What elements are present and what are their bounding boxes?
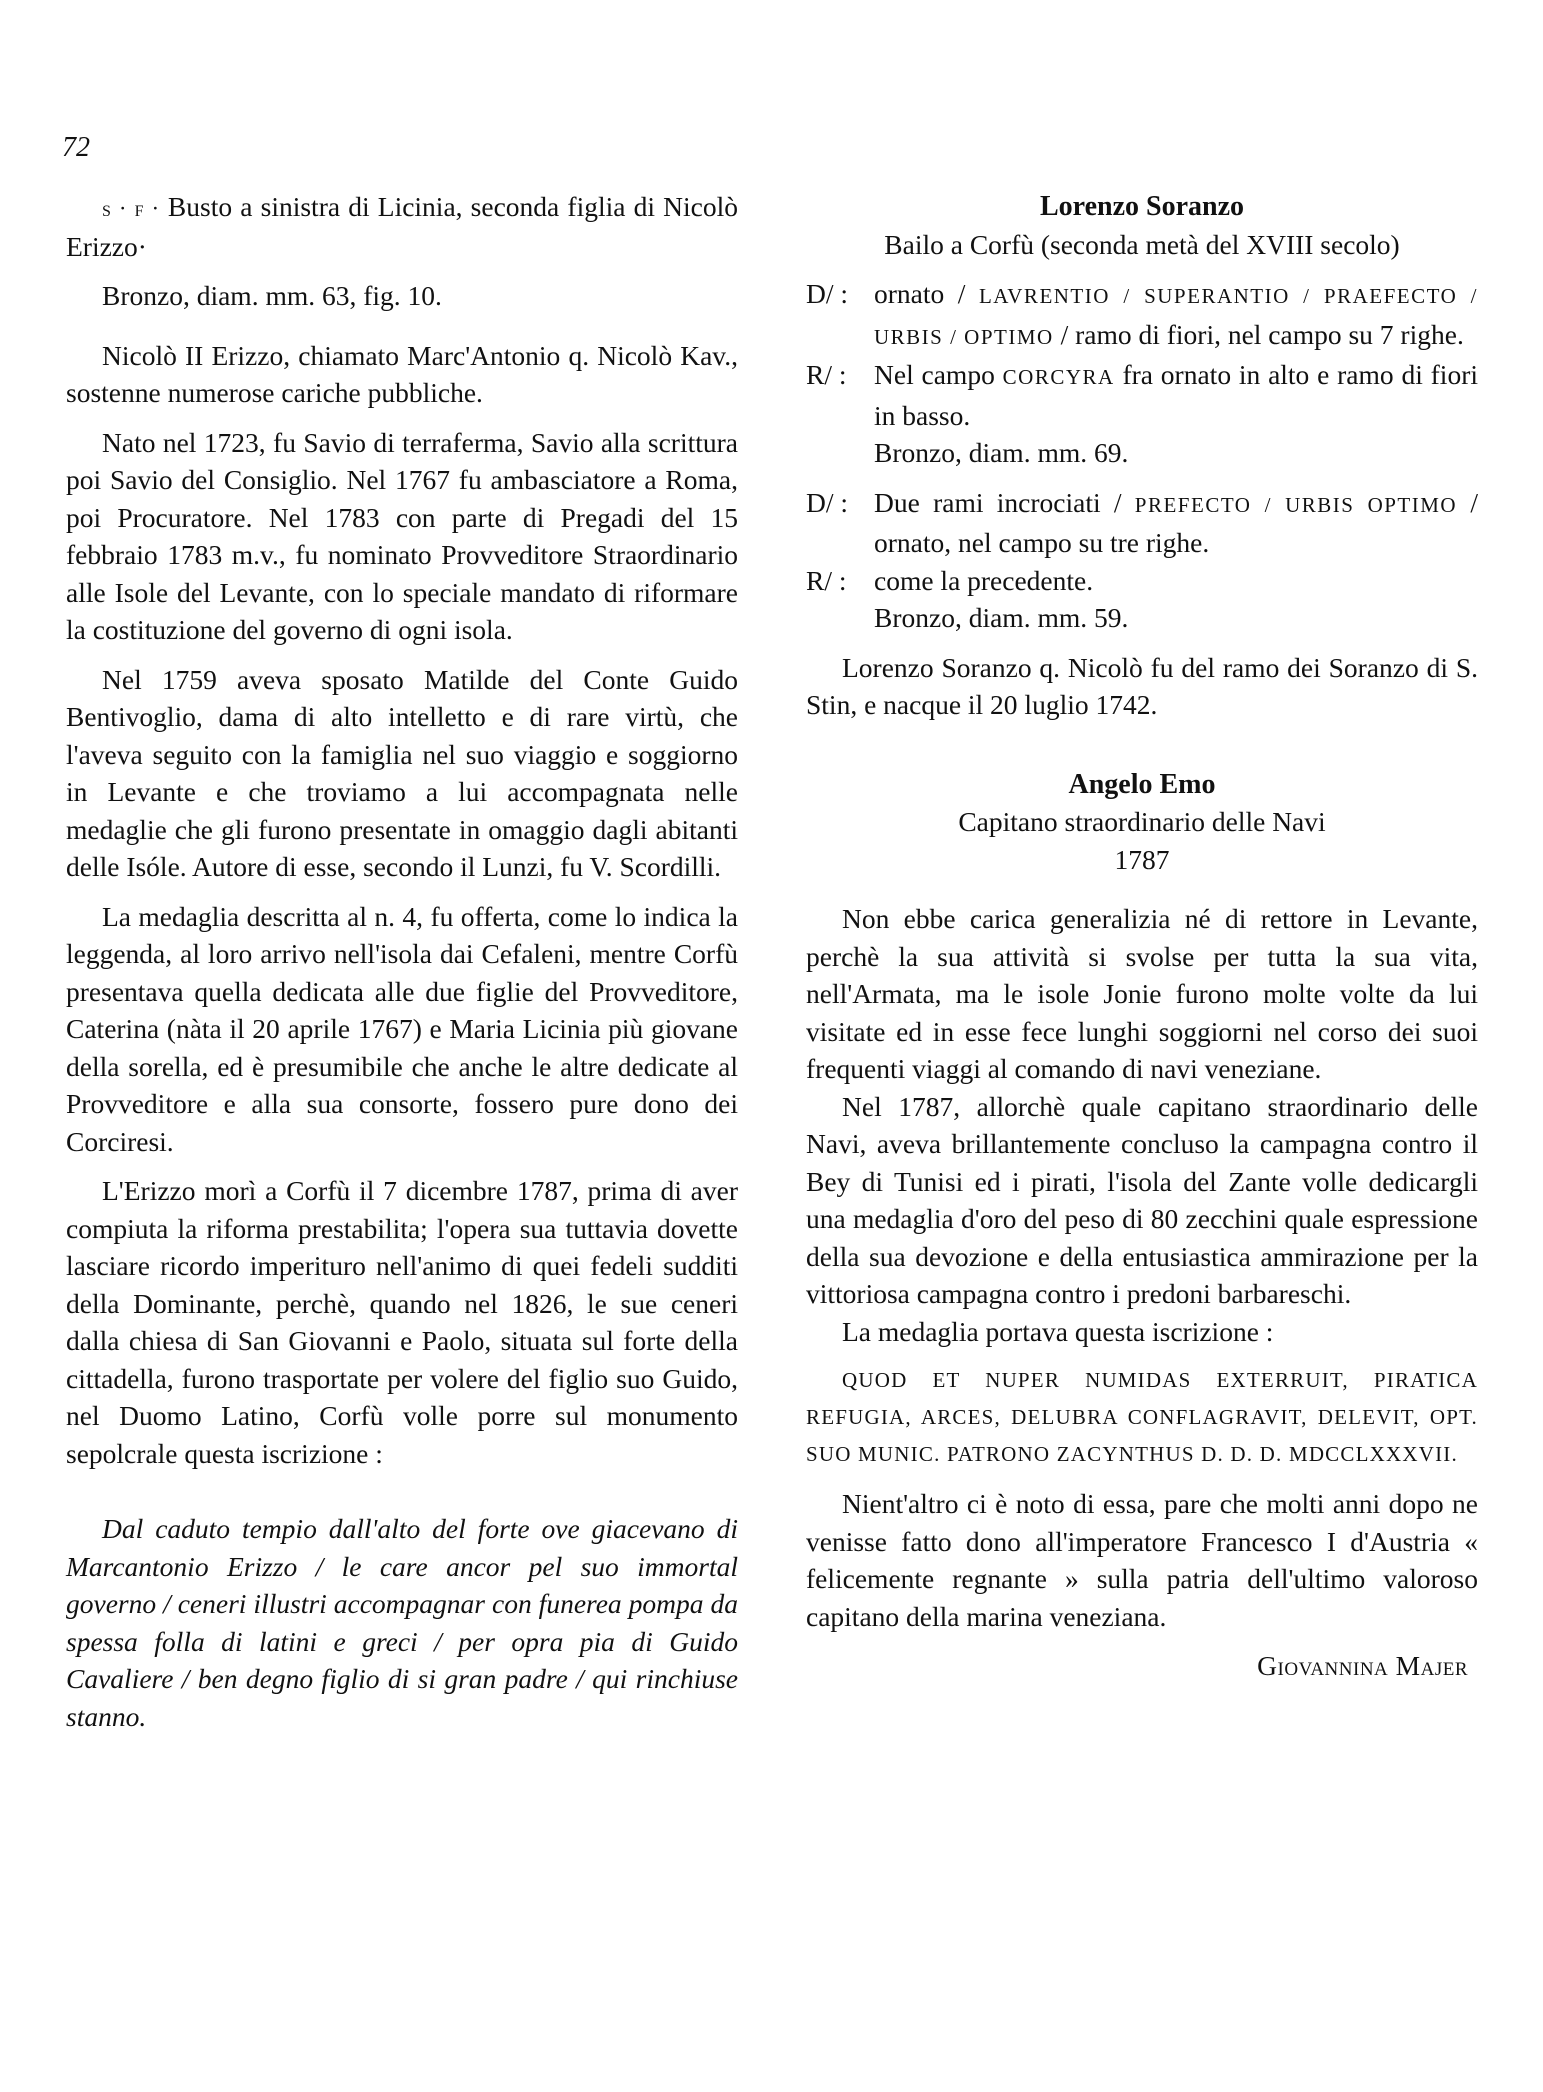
paragraph: Lorenzo Soranzo q. Nicolò fu del ramo dei Soranzo di S. Stin, e nacque il 20 luglio 1742. [806,651,1478,720]
right-column [806,188,1478,1685]
sf-text: Busto a sinistra di Licinia, seconda figlia di Nicolò Erizzo· [66,191,739,262]
section-year: 1787 [1114,843,1170,875]
paragraph: Nicolò II Erizzo, chiamato Marc'Antonio q. Nicolò Kav., sostenne numerose cariche pubbliche. [66,339,738,408]
paragraph: Nient'altro ci è noto di essa, pare che molti anni dopo ne venisse fatto dono all'imperatore Francesco I d'Austria « felicemente regnante » sulla patria dell'ultimo valoroso capitano della marina veneziana. [806,1488,1478,1632]
paragraph: Nato nel 1723, fu Savio di terraferma, Savio alla scrittura poi Savio del Consiglio. Nel 1767 fu ambasciatore a Roma, poi Procuratore. Nel 1783 con parte di Pregadi del 15 febbraio 1783 m.v., fu nominato Provveditore Straordinario alle Isole del Levante, con lo speciale mandato di riformare la costituzione del governo di ogni isola. [66,426,738,645]
paragraph: La medaglia descritta al n. 4, fu offerta, come lo indica la leggenda, al loro arrivo nell'isola dai Cefaleni, mentre Corfù presentava quella dedicata alle due figlie del Provveditore, Caterina (nàta il 20 aprile 1767) e Maria Licinia più giovane della sorella, ed è presumibile che anche le altre dedicate al Provveditore e alla sua consorte, fossero pure dono dei Corciresi. [66,900,738,1157]
section-heading: Lorenzo Soranzo [1039,191,1245,222]
obverse-text [874,275,1478,356]
obverse-legend: PREFECTO / URBIS OPTIMO [1134,492,1458,517]
obverse-legend: LAVRENTIO / SUPERANTIO / PRAEFECTO / URBIS / OPTIMO [874,284,1478,349]
section-heading: Angelo Emo [1068,768,1216,800]
obverse-text-post: / ramo di fiori, nel campo su 7 righe. [1053,318,1464,350]
reverse-text-pre: Nel campo [874,359,1003,390]
bronze-line: Bronzo, diam. mm. 69. [874,437,1129,468]
obverse-text [874,484,1478,562]
obverse-2 [806,484,1478,562]
inscription: QUOD ET NUPER NUMIDAS EXTERRUIT, PIRATICA REFUGIA, ARCES, DELUBRA CONFLAGRAVIT, DELEVIT, OPT. SUO MUNIC. PATRONO ZACYNTHUS D. D. D. MDCCLXXXVII. [806,1368,1478,1466]
bronze-line: Bronzo, diam. mm. 63, fig. 10. [102,280,442,311]
medal-description [66,188,738,265]
paragraph: L'Erizzo morì a Corfù il 7 dicembre 1787, prima di aver compiuta la riforma prestabilita; l'opera sua tuttavia dovette lasciare ricordo imperituro nell'animo di quei fedeli sudditi della Dominante, perchè, quando nel 1826, le sue ceneri dalla chiesa di San Giovanni e Paolo, situata sul forte della cittadella, furono trasportate per volere del figlio suo Guido, nel Duomo Latino, Corfù volle porre sul monumento sepolcrale questa iscrizione : [66,1175,738,1469]
reverse-text [874,356,1478,434]
page-number: 72 [62,132,90,163]
section-subtitle: Bailo a Corfù (seconda metà del XVIII secolo) [884,228,1400,260]
reverse-label: R/ : [806,564,847,596]
bronze-line: Bronzo, diam. mm. 59. [874,602,1129,633]
reverse-2 [806,562,1478,600]
section-subtitle: Capitano straordinario delle Navi [958,806,1326,837]
reverse-label: R/ : [806,359,847,390]
obverse-text-post: / ornato, nel campo su tre righe. [874,486,1479,558]
obverse-label: D/ : [806,278,849,309]
author-signature: Giovannina Majer [1257,1650,1468,1681]
sf-label: s · f · [102,196,160,221]
paragraph: Nel 1787, allorchè quale capitano straordinario delle Navi, aveva brillantemente concluso la campagna contro il Bey di Tunisi ed i pirati, l'isola del Zante volle dedicargli una medaglia d'oro del peso di 80 zecchini quale espressione della sua devozione e della entusiastica ammirazione per la vittoriosa campagna contro i predoni barbareschi. [806,1090,1478,1309]
reverse-text: come la precedente. [874,564,1094,596]
left-column [66,188,738,1735]
obverse-text-pre: ornato / [874,278,979,309]
reverse-text-post: fra ornato in alto e ramo di fiori in basso. [874,359,1478,431]
obverse-text-pre: Due rami incrociati / [874,486,1135,518]
obverse-1 [806,275,1478,356]
reverse-1 [806,356,1478,434]
obverse-label: D/ : [806,486,849,518]
paragraph: Non ebbe carica generalizia né di rettore in Levante, perchè la sua attività si svolse per tutta la sua vita, nell'Armata, ma le isole Jonie furono molte volte da lui visitate ed in esse fece lunghi soggiorni nel corso dei suoi frequenti viaggi al comando di navi veneziane. [806,903,1478,1084]
paragraph: La medaglia portava questa iscrizione : [842,1315,1274,1347]
reverse-legend: CORCYRA [1002,365,1115,389]
epitaph: Dal caduto tempio dall'alto del forte ove giacevano di Marcantonio Erizzo / le care ancor pel suo immortal governo / ceneri illustri accompagnar con funerea pompa da spessa folla di latini e greci / per opra pia di Guido Cavaliere / ben degno figlio di si gran padre / qui rinchiuse stanno. [66,1513,738,1732]
paragraph: Nel 1759 aveva sposato Matilde del Conte Guido Bentivoglio, dama di alto intelletto e di rare virtù, che l'aveva seguito con la famiglia nel suo viaggio e soggiorno in Levante e che troviamo a lui accompagnata nelle medaglie che gli furono presentate in omaggio dagli abitanti delle Isóle. Autore di esse, secondo il Lunzi, fu V. Scordilli. [66,663,738,882]
